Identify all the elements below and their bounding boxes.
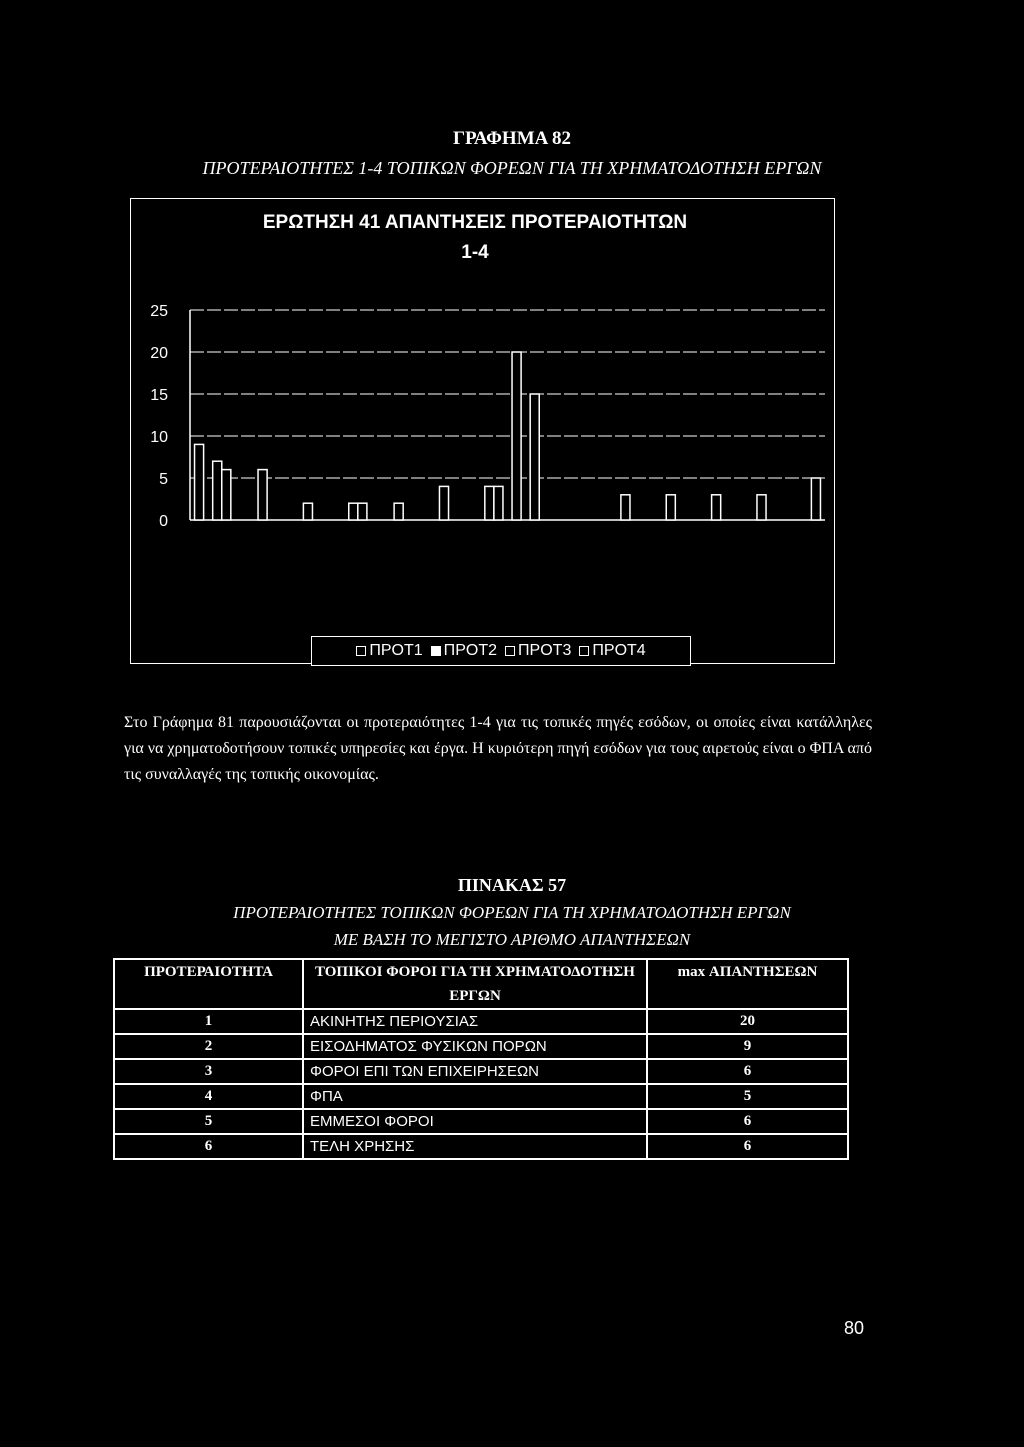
table-subtitle-line2: ΜΕ ΒΑΣΗ ΤΟ ΜΕΓΙΣΤΟ ΑΡΙΘΜΟ ΑΠΑΝΤΗΣΕΩΝ	[333, 930, 691, 949]
bar-ΠΡΟΤ3	[530, 394, 539, 520]
bar-ΠΡΟΤ1	[195, 444, 204, 520]
chart-title: ΕΡΩΤΗΣΗ 41 ΑΠΑΝΤΗΣΕΙΣ ΠΡΟΤΕΡΑΙΟΤΗΤΩΝ	[262, 212, 688, 233]
body-paragraph: Στο Γράφημα 81 παρουσιάζονται οι προτεραιότητες 1-4 για τις τοπικές πηγές εσόδων, οι οποίες είναι κατάλληλες για να χρηματοδοτήσουν τοπικές υπηρεσίες και έργα. Η κυριότερη πηγή εσόδων για τους αιρετούς είναι ο ΦΠΑ από τις συναλλαγές της τοπικής οικονομίας.	[124, 714, 872, 783]
header-max-answers: max ΑΠΑΝΤΗΣΕΩΝ	[647, 959, 848, 1009]
bar-ΠΡΟΤ3	[757, 495, 766, 520]
bar-ΠΡΟΤ3	[485, 486, 494, 520]
table-subtitle: ΠΡΟΤΕΡΑΙΟΤΗΤΕΣ ΤΟΠΙΚΩΝ ΦΟΡΕΩΝ ΓΙΑ ΤΗ ΧΡΗΜΑΤΟΔΟΤΗΣΗ ΕΡΓΩΝ	[233, 903, 791, 922]
legend-swatch	[356, 646, 366, 656]
cell-priority: 3	[114, 1059, 303, 1084]
cell-tax: ΕΜΜΕΣΟΙ ΦΟΡΟΙ	[303, 1109, 647, 1134]
cell-priority: 5	[114, 1109, 303, 1134]
priorities-table	[113, 958, 849, 1160]
legend-swatch	[579, 646, 589, 656]
y-tick-label: 25	[150, 303, 168, 320]
figure-subtitle: ΠΡΟΤΕΡΑΙΟΤΗΤΕΣ 1-4 ΤΟΠΙΚΩΝ ΦΟΡΕΩΝ ΓΙΑ ΤΗ ΧΡΗΜΑΤΟΔΟΤΗΣΗ ΕΡΓΩΝ	[202, 158, 822, 178]
legend-item	[356, 642, 422, 660]
y-tick-label: 10	[150, 429, 168, 446]
figure-label: ΓΡΑΦΗΜΑ 82	[452, 128, 572, 149]
cell-max: 6	[647, 1109, 848, 1134]
table-row	[114, 1059, 848, 1084]
legend-label: ΠΡΟΤ3	[518, 642, 572, 659]
cell-priority: 2	[114, 1034, 303, 1059]
cell-tax: ΑΚΙΝΗΤΗΣ ΠΕΡΙΟΥΣΙΑΣ	[303, 1009, 647, 1034]
cell-max: 6	[647, 1134, 848, 1159]
legend-label: ΠΡΟΤ1	[369, 642, 423, 659]
bar-chart	[0, 0, 1024, 700]
table-row	[114, 1109, 848, 1134]
table-row	[114, 1084, 848, 1109]
bar-ΠΡΟΤ3	[621, 495, 630, 520]
legend-label: ΠΡΟΤ2	[443, 642, 497, 659]
cell-max: 5	[647, 1084, 848, 1109]
bar-ΠΡΟΤ4	[358, 503, 367, 520]
cell-tax: ΦΠΑ	[303, 1084, 647, 1109]
cell-priority: 1	[114, 1009, 303, 1034]
table-row	[114, 1009, 848, 1034]
bar-ΠΡΟΤ3	[213, 461, 222, 520]
table-row	[114, 1134, 848, 1159]
bar-ΠΡΟΤ3	[666, 495, 675, 520]
header-priority: ΠΡΟΤΕΡΑΙΟΤΗΤΑ	[114, 959, 303, 1009]
bar-ΠΡΟΤ3	[349, 503, 358, 520]
page-number: 80	[844, 1318, 865, 1338]
bar-ΠΡΟΤ4	[222, 470, 231, 520]
cell-tax: ΕΙΣΟΔΗΜΑΤΟΣ ΦΥΣΙΚΩΝ ΠΟΡΩΝ	[303, 1034, 647, 1059]
table-label: ΠΙΝΑΚΑΣ 57	[457, 875, 567, 895]
legend-swatch	[431, 646, 441, 656]
legend-item	[579, 642, 645, 660]
table-header-row	[114, 959, 848, 1009]
y-tick-label: 5	[159, 471, 168, 488]
cell-priority: 4	[114, 1084, 303, 1109]
chart-title-line2: 1-4	[461, 242, 489, 263]
bar-ΠΡΟΤ3	[712, 495, 721, 520]
bar-ΠΡΟΤ3	[439, 486, 448, 520]
cell-max: 20	[647, 1009, 848, 1034]
cell-priority: 6	[114, 1134, 303, 1159]
chart-legend	[311, 636, 691, 666]
bar-ΠΡΟΤ4	[494, 486, 503, 520]
legend-item	[505, 642, 571, 660]
y-tick-label: 20	[150, 345, 168, 362]
y-tick-label: 15	[150, 387, 168, 404]
bar-ΠΡΟΤ3	[303, 503, 312, 520]
legend-swatch	[505, 646, 515, 656]
bar-ΠΡΟΤ3	[394, 503, 403, 520]
y-tick-label: 0	[159, 513, 168, 530]
bar-ΠΡΟΤ3	[258, 470, 267, 520]
table-row	[114, 1034, 848, 1059]
cell-tax: ΦΟΡΟΙ ΕΠΙ ΤΩΝ ΕΠΙΧΕΙΡΗΣΕΩΝ	[303, 1059, 647, 1084]
cell-max: 9	[647, 1034, 848, 1059]
cell-max: 6	[647, 1059, 848, 1084]
legend-label: ΠΡΟΤ4	[592, 642, 646, 659]
bar-ΠΡΟΤ4	[811, 478, 820, 520]
bar-ΠΡΟΤ1	[512, 352, 521, 520]
cell-tax: ΤΕΛΗ ΧΡΗΣΗΣ	[303, 1134, 647, 1159]
legend-item	[431, 642, 497, 660]
header-local-taxes: ΤΟΠΙΚΟΙ ΦΟΡΟΙ ΓΙΑ ΤΗ ΧΡΗΜΑΤΟΔΟΤΗΣΗ ΕΡΓΩΝ	[303, 959, 647, 1009]
